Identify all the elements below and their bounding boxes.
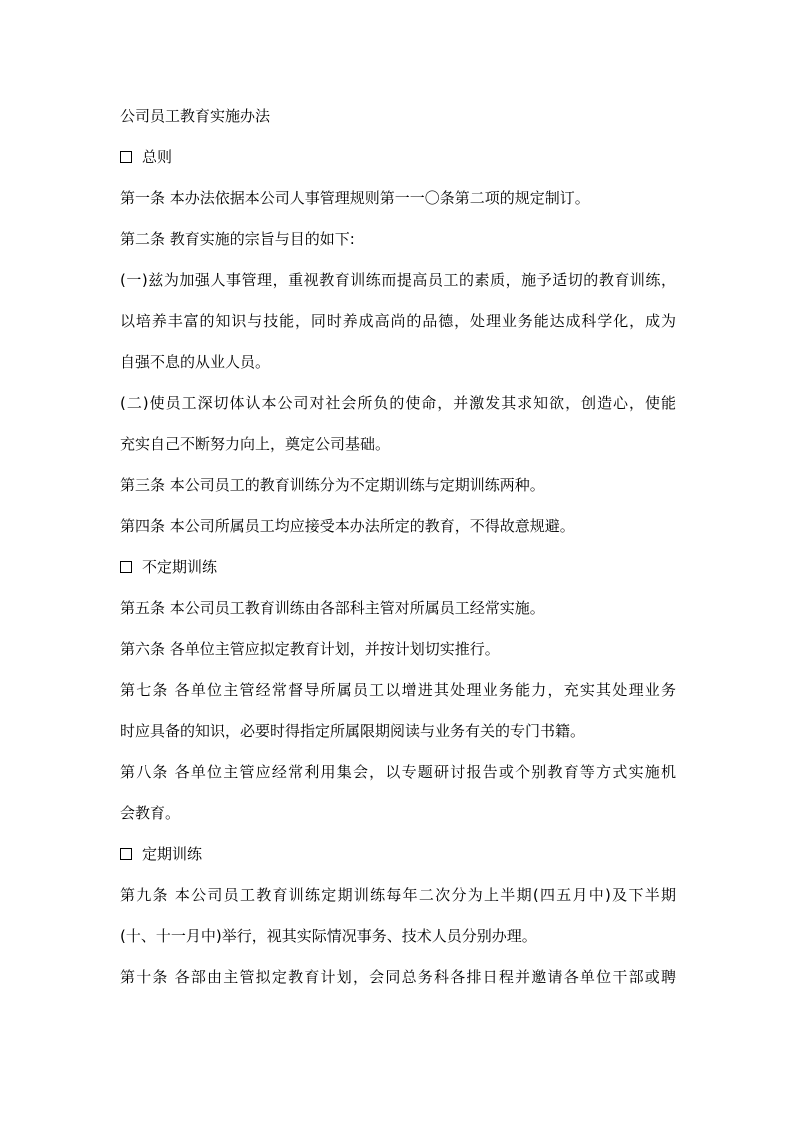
paragraph-line: 第一条 本办法依据本公司人事管理规则第一一〇条第二项的规定制订。 — [120, 189, 590, 207]
paragraph-line: 第二条 教育实施的宗旨与目的如下: — [120, 230, 355, 248]
paragraph-line: 会教育。 — [120, 804, 181, 822]
paragraph-line: 第四条 本公司所属员工均应接受本办法所定的教育，不得故意规避。 — [120, 517, 575, 535]
document-body — [120, 141, 676, 1002]
paragraph-line: 以培养丰富的知识与技能，同时养成高尚的品德，处理业务能达成科学化，成为 — [120, 312, 676, 330]
paragraph-line: 第八条 各单位主管应经常利用集会，以专题研讨报告或个别教育等方式实施机 — [120, 763, 676, 781]
document-title: 公司员工教育实施办法 — [120, 107, 271, 125]
section-heading — [120, 838, 676, 879]
paragraph-line: 第九条 本公司员工教育训练定期训练每年二次分为上半期(四五月中)及下半期 — [120, 886, 676, 904]
paragraph-line: 第三条 本公司员工的教育训练分为不定期训练与定期训练两种。 — [120, 476, 545, 494]
paragraph-line: 第五条 本公司员工教育训练由各部科主管对所属员工经常实施。 — [120, 599, 545, 617]
paragraph-line: (二)使员工深切体认本公司对社会所负的使命，并激发其求知欲，创造心，使能 — [120, 394, 676, 412]
paragraph-line: 充实自己不断努力向上，奠定公司基础。 — [120, 435, 391, 453]
checkbox-square-icon — [120, 151, 132, 163]
document-page — [120, 100, 676, 1002]
paragraph-line: 第七条 各单位主管经常督导所属员工以增进其处理业务能力，充实其处理业务 — [120, 681, 676, 699]
section-heading — [120, 141, 676, 182]
paragraph-line: 自强不息的从业人员。 — [120, 353, 271, 371]
section-heading-label: 总则 — [142, 148, 173, 166]
section-heading-label: 不定期训练 — [142, 558, 218, 576]
checkbox-square-icon — [120, 561, 132, 573]
section-heading — [120, 551, 676, 592]
paragraph-line: (十、十一月中)举行，视其实际情况事务、技术人员分别办理。 — [120, 927, 537, 945]
paragraph-line: 第十条 各部由主管拟定教育计划，会同总务科各排日程并邀请各单位干部或聘 — [120, 968, 676, 986]
checkbox-square-icon — [120, 848, 132, 860]
section-heading-label: 定期训练 — [142, 845, 203, 863]
paragraph-line: 第六条 各单位主管应拟定教育计划，并按计划切实推行。 — [120, 640, 500, 658]
paragraph-line: (一)兹为加强人事管理，重视教育训练而提高员工的素质，施予适切的教育训练， — [120, 271, 676, 289]
paragraph-line: 时应具备的知识，必要时得指定所属限期阅读与业务有关的专门书籍。 — [120, 722, 586, 740]
